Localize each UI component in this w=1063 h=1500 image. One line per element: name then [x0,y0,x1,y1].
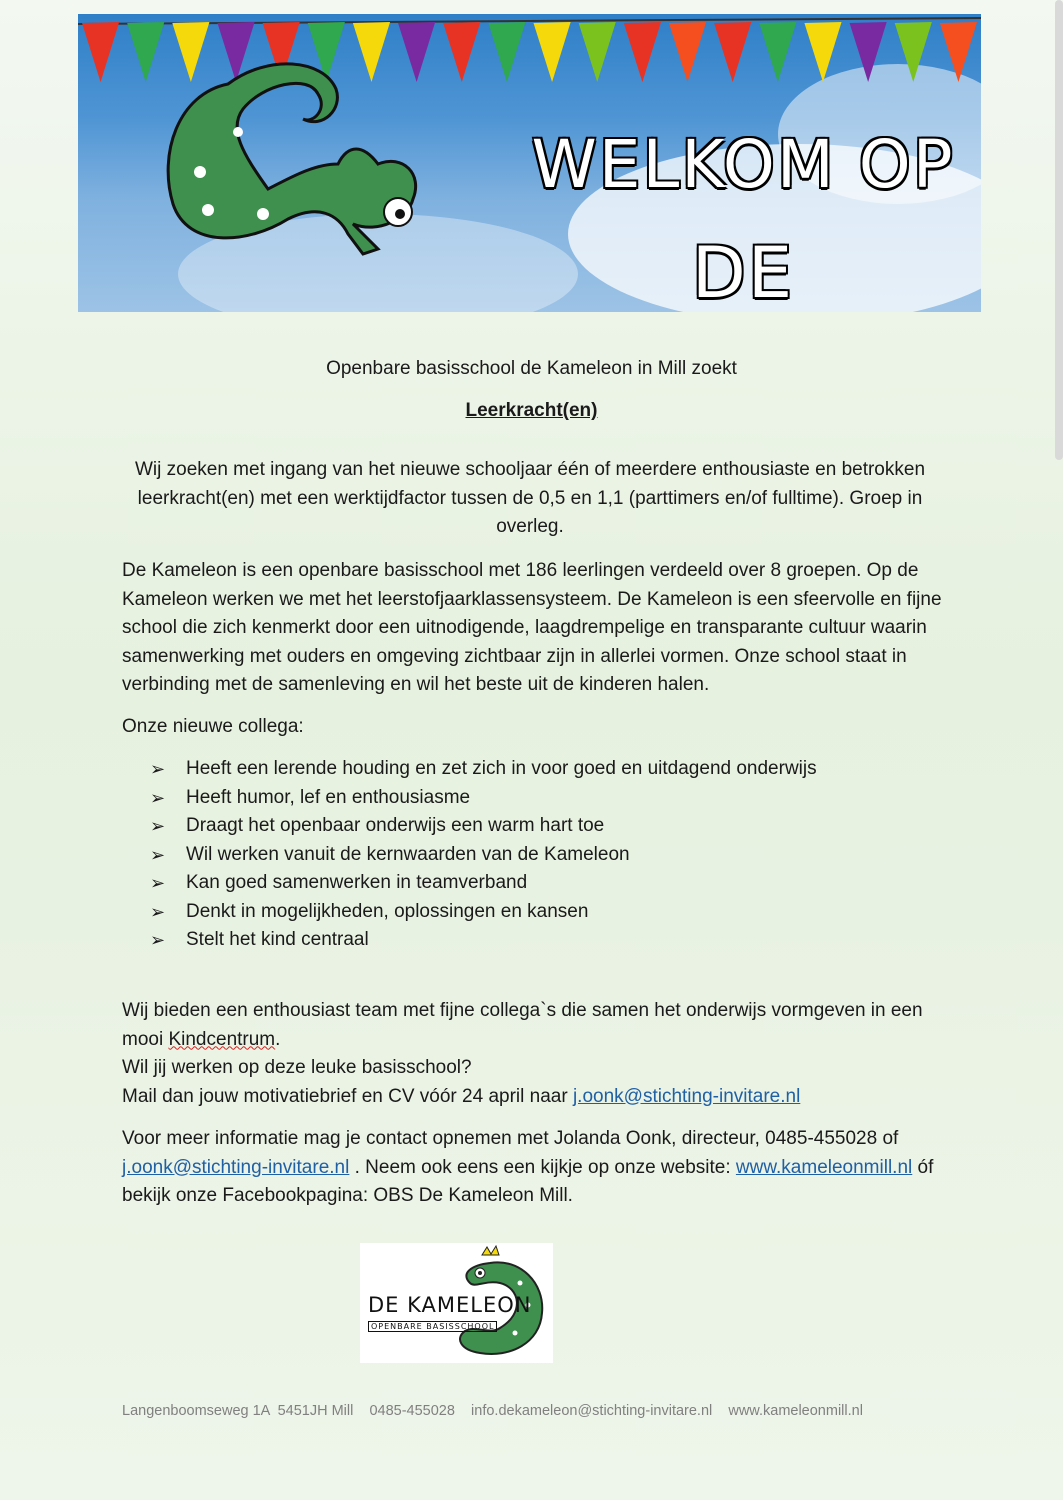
welcome-banner [78,14,981,312]
requirements-list [150,755,817,955]
email-link[interactable]: j.oonk@stichting-invitare.nl [572,1085,801,1107]
lead-paragraph: Wij zoeken met ingang van het nieuwe schooljaar één of meerdere enthousiaste en betrokken leerkracht(en) met een werktijdfactor tussen de 0,5 en 1,1 (parttimers en/of fulltime). Groep in overleg. [134,459,926,537]
info-paragraph: Voor meer informatie mag je contact opnemen met Jolanda Oonk, directeur, 0485-455028 of j.oonk@stichting-invitare.nl . Neem ook eens een kijkje op onze website: www.kameleonmill.nl óf bekijk onze Facebookpagina: OBS De Kameleon Mill. [122,1128,934,1206]
arrow-bullet-icon: ➢ [150,873,166,893]
list-item: ➢ Heeft een lerende houding en zet zich in voor goed en uitdagend onderwijs [150,755,817,784]
intro-line: Openbare basisschool de Kameleon in Mill zoekt [326,358,737,379]
arrow-bullet-icon: ➢ [150,759,166,779]
offer-paragraph: Wij bieden een enthousiast team met fijne collega`s die samen het onderwijs vormgeven in een mooi Kindcentrum. Wil jij werken op deze leuke basisschool? Mail dan jouw motivatiebrief en CV vóór 24 april naar j.oonk@stichting-invitare.nl [122,1000,923,1107]
bunting-flag [127,22,164,82]
arrow-bullet-icon: ➢ [150,787,166,808]
bunting-flag [172,22,209,82]
school-description: De Kameleon is een openbare basisschool met 186 leerlingen verdeeld over 8 groepen. Op de Kameleon werken we met het leerstofjaarklassensysteem. De Kameleon is een sfeervolle en fijne school die zich kenmerkt door een uitnodigende, laagdrempelige en transparante cultuur waarin samenwerking met ouders en omgeving zichtbaar zijn in allerlei vormen. Onze school staat in verbinding met de samenleving en wil het beste uit de kinderen halen. [122,560,942,695]
arrow-bullet-icon: ➢ [150,930,166,950]
kindcentrum-word: Kindcentrum [168,1028,276,1050]
bunting-flag [669,22,706,82]
banner-title-line1: WELKOM OP [531,126,955,203]
bunting-flag [714,22,751,82]
footer-contact: Langenboomseweg 1A 5451JH Mill 0485-455028 info.dekameleon@stichting-invitare.nl www.kameleonmill.nl [122,1403,863,1419]
list-item: ➢ Heeft humor, lef en enthousiasme [150,784,817,813]
list-item: ➢ Kan goed samenwerken in teamverband [150,869,817,898]
website-link[interactable]: www.kameleonmill.nl [735,1156,913,1178]
bunting-flag [398,22,435,82]
logo-title: DE KAMELEON [368,1293,532,1317]
arrow-bullet-icon: ➢ [150,844,166,865]
banner-title-line2: DE [691,232,795,312]
list-item: ➢ Denkt in mogelijkheden, oplossingen en kansen [150,898,817,927]
list-item: ➢ Stelt het kind centraal [150,926,817,955]
list-item: ➢ Wil werken vanuit de kernwaarden van de Kameleon [150,841,817,870]
bunting-flag [804,22,841,82]
bunting-flag [443,22,480,82]
email-link-2[interactable]: j.oonk@stichting-invitare.nl [122,1156,350,1178]
bunting-flag [353,22,390,82]
school-logo [360,1243,553,1363]
bunting-flag [759,22,796,82]
bunting-flag [534,22,571,82]
arrow-bullet-icon: ➢ [150,901,166,922]
list-item: ➢ Draagt het openbaar onderwijs een warm hart toe [150,812,817,841]
job-heading: Leerkracht(en) [465,400,598,421]
logo-subtitle: OPENBARE BASISSCHOOL [368,1321,497,1332]
arrow-bullet-icon: ➢ [150,816,166,836]
bunting-flag [488,22,525,82]
bunting-flag [579,22,616,82]
bunting-flag [624,22,661,82]
bunting-flag [82,22,119,82]
colleague-intro: Onze nieuwe collega: [122,716,304,737]
scrollbar[interactable] [1055,0,1063,460]
